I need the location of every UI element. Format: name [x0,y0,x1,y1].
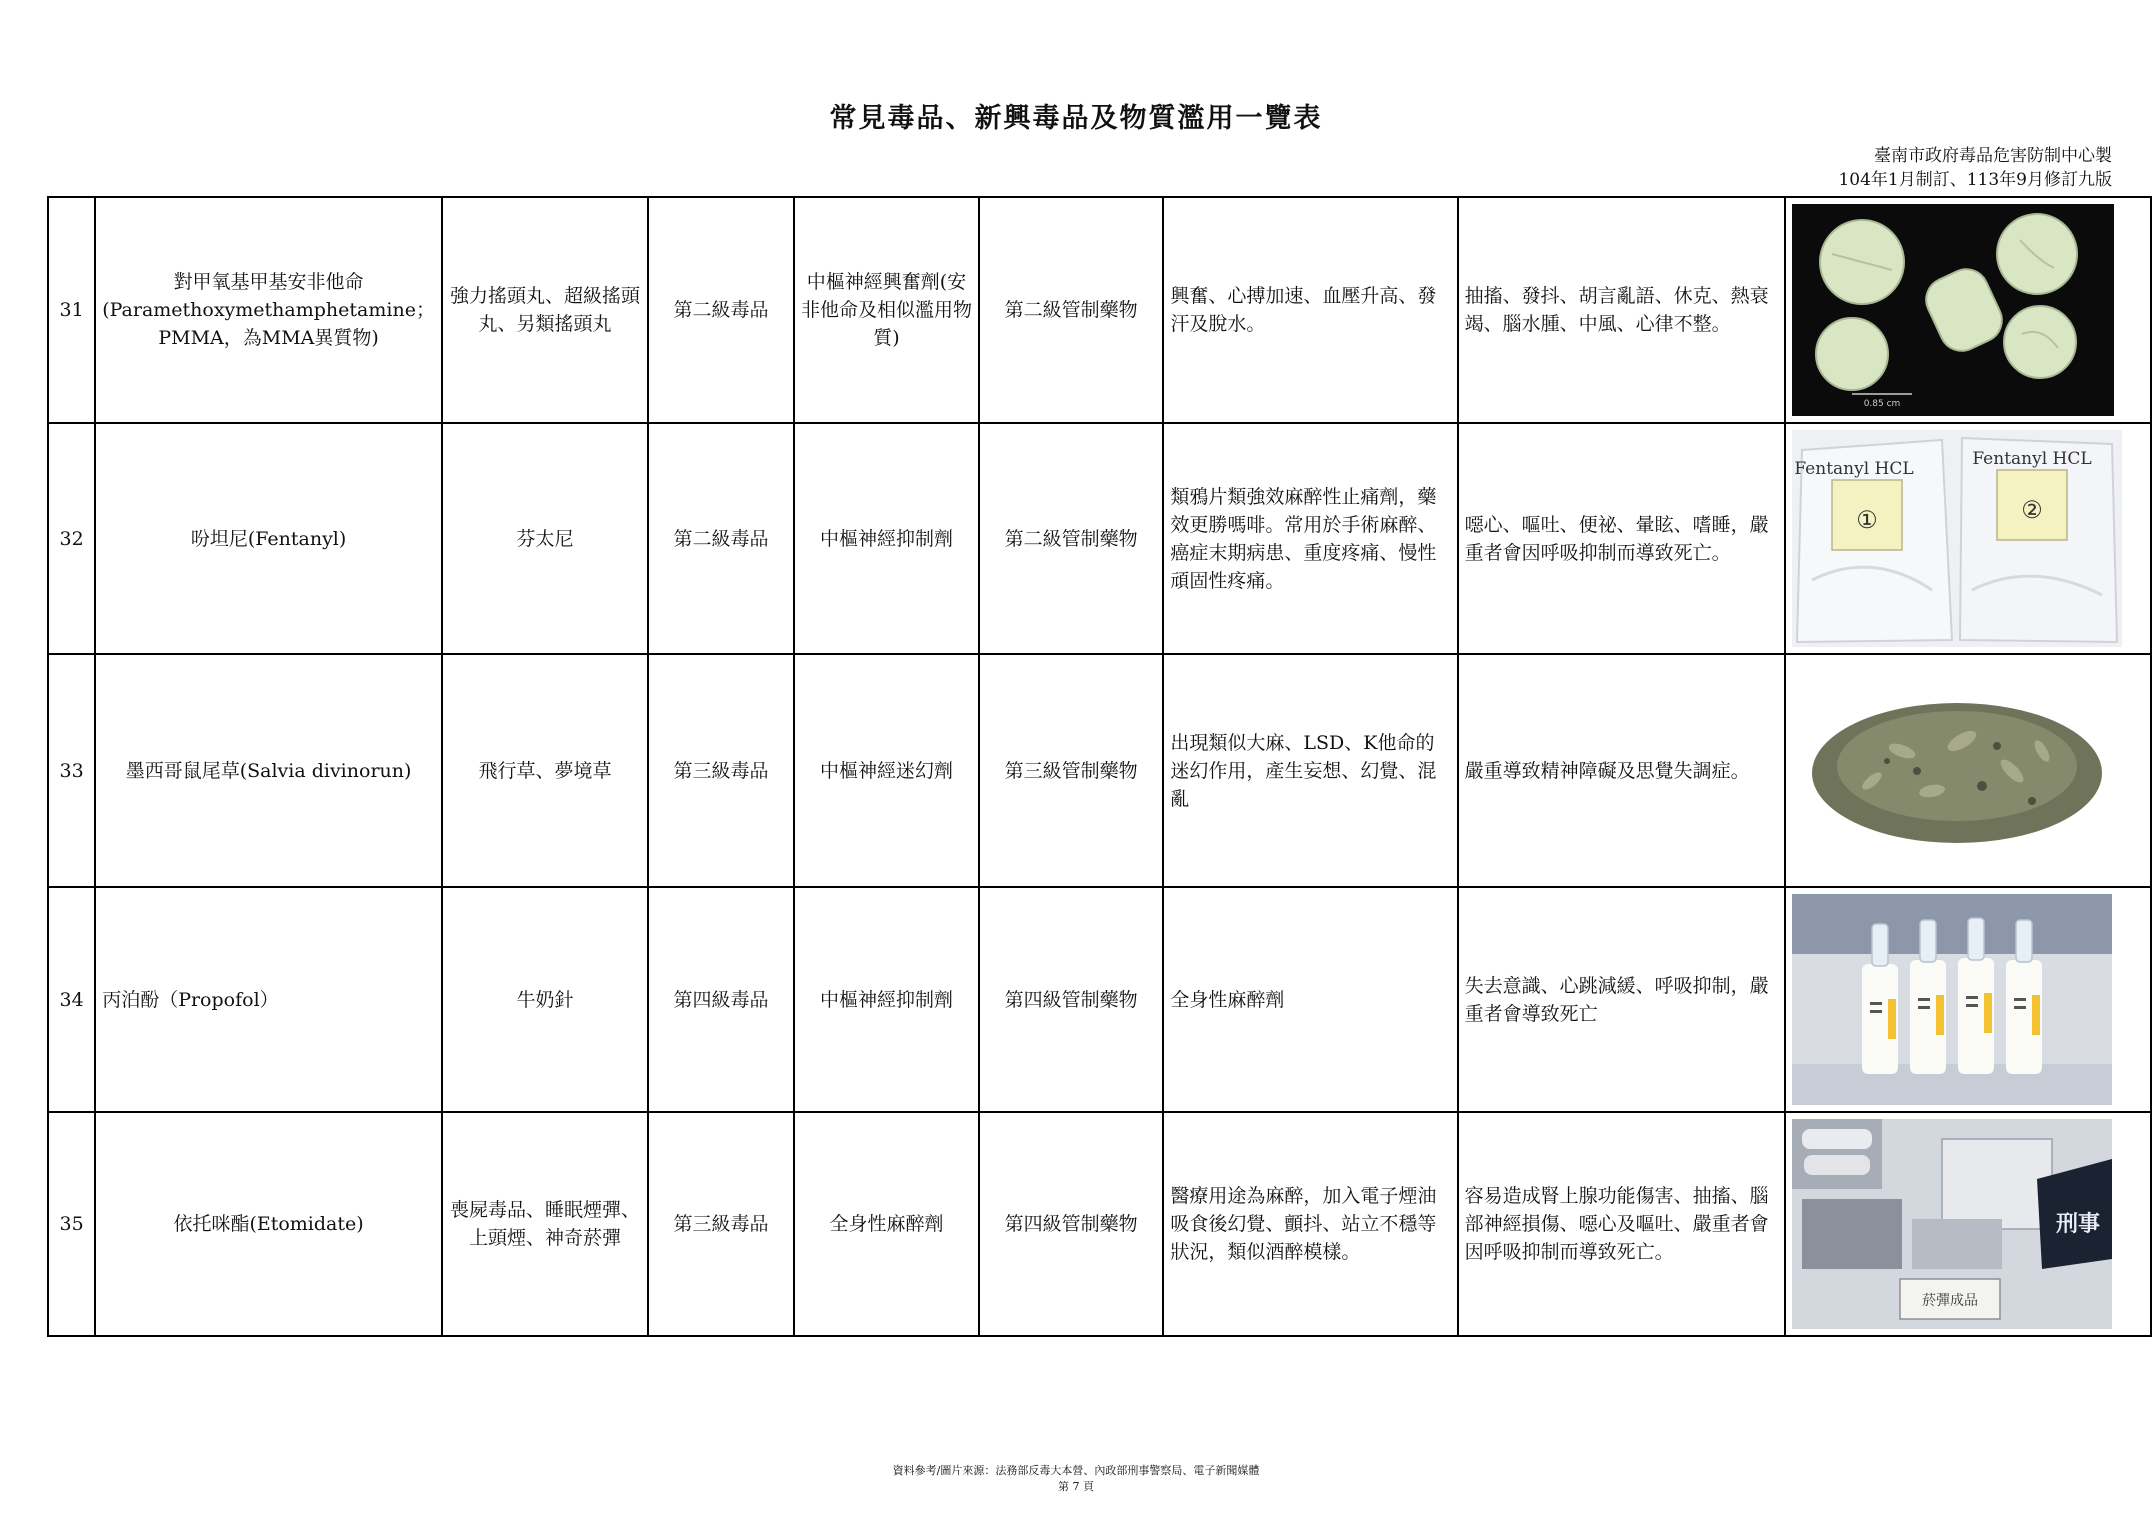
issuer-name: 臺南市政府毒品危害防制中心製 [1874,146,2112,166]
drug-name: 對甲氧基甲基安非他命(Paramethoxymethamphetamine；PMMA，為MMA異質物) [95,197,442,423]
street-names: 強力搖頭丸、超級搖頭丸、另類搖頭丸 [442,197,648,423]
bag-label-2: Fentanyl HCL [1972,449,2092,469]
drug-category: 中樞神經興奮劑(安非他命及相似濫用物質) [794,197,979,423]
bag-label-1: Fentanyl HCL [1794,459,1914,479]
pills-photo [1792,204,2114,416]
effects: 醫療用途為麻醉，加入電子煙油吸食後幻覺、顫抖、站立不穩等狀況，類似酒醉模樣。 [1163,1112,1457,1336]
effects: 類鴉片類強效麻醉性止痛劑，藥效更勝嗎啡。常用於手術麻醉、癌症末期病患、重度疼痛、慢性頑固性疼痛。 [1163,423,1457,654]
drug-category: 全身性麻醉劑 [794,1112,979,1336]
drug-level: 第四級毒品 [648,887,794,1112]
salvia-leaves-photo [1792,661,2122,880]
issuer-block [1838,144,2112,192]
drug-category: 中樞神經抑制劑 [794,423,979,654]
drug-level: 第二級毒品 [648,197,794,423]
drug-photo-cell [1785,423,2151,654]
drug-name: 丙泊酚（Propofol） [95,887,442,1112]
effects: 興奮、心搏加速、血壓升高、發汗及脫水。 [1163,197,1457,423]
drug-name: 墨西哥鼠尾草(Salvia divinorun) [95,654,442,887]
control-class: 第三級管制藥物 [979,654,1163,887]
bag-number-1: ① [1856,506,1878,534]
bag-number-2: ② [2021,496,2043,524]
control-class: 第二級管制藥物 [979,423,1163,654]
harms: 容易造成腎上腺功能傷害、抽搐、腦部神經損傷、噁心及嘔吐、嚴重者會因呼吸抑制而導致死亡。 [1458,1112,1785,1336]
propofol-ampoules-photo [1792,894,2112,1105]
row-number: 33 [48,654,95,887]
row-number: 32 [48,423,95,654]
drug-category: 中樞神經抑制劑 [794,887,979,1112]
vape-cartridges-photo [1792,1119,2112,1329]
control-class: 第四級管制藥物 [979,1112,1163,1336]
drug-photo-cell [1785,197,2151,423]
drug-table [47,196,2152,1337]
drug-photo-cell [1785,887,2151,1112]
table-row [48,423,2151,654]
drug-level: 第三級毒品 [648,1112,794,1336]
table-row [48,1112,2151,1336]
page-number: 第 7 頁 [1058,1480,1094,1493]
police-sign-text: 刑事 [2055,1212,2100,1237]
control-class: 第四級管制藥物 [979,887,1163,1112]
control-class: 第二級管制藥物 [979,197,1163,423]
effects: 出現類似大麻、LSD、K他命的迷幻作用，產生妄想、幻覺、混亂 [1163,654,1457,887]
street-names: 喪屍毒品、睡眠煙彈、上頭煙、神奇菸彈 [442,1112,648,1336]
street-names: 飛行草、夢境草 [442,654,648,887]
photo-caption: 菸彈成品 [1921,1293,1978,1309]
row-number: 34 [48,887,95,1112]
revision-note: 104年1月制訂、113年9月修訂九版 [1838,170,2112,190]
page-title: 常見毒品、新興毒品及物質濫用一覽表 [829,103,1323,134]
scale-label: 0.85 cm [1863,399,1901,409]
harms: 嚴重導致精神障礙及思覺失調症。 [1458,654,1785,887]
harms: 失去意識、心跳減緩、呼吸抑制，嚴重者會導致死亡 [1458,887,1785,1112]
drug-name: 依托咪酯(Etomidate) [95,1112,442,1336]
row-number: 31 [48,197,95,423]
drug-category: 中樞神經迷幻劑 [794,654,979,887]
source-note: 資料參考/圖片來源：法務部反毒大本營、內政部刑事警察局、電子新聞媒體 [892,1464,1260,1477]
fentanyl-bags-photo [1792,430,2122,647]
drug-name: 吩坦尼(Fentanyl) [95,423,442,654]
table-row [48,197,2151,423]
harms: 噁心、嘔吐、便祕、暈眩、嗜睡，嚴重者會因呼吸抑制而導致死亡。 [1458,423,1785,654]
drug-photo-cell [1785,1112,2151,1336]
street-names: 芬太尼 [442,423,648,654]
page-footer [0,1463,2152,1495]
table-row [48,654,2151,887]
drug-photo-cell [1785,654,2151,887]
street-names: 牛奶針 [442,887,648,1112]
table-row [48,887,2151,1112]
drug-level: 第三級毒品 [648,654,794,887]
harms: 抽搐、發抖、胡言亂語、休克、熱衰竭、腦水腫、中風、心律不整。 [1458,197,1785,423]
effects: 全身性麻醉劑 [1163,887,1457,1112]
drug-level: 第二級毒品 [648,423,794,654]
row-number: 35 [48,1112,95,1336]
